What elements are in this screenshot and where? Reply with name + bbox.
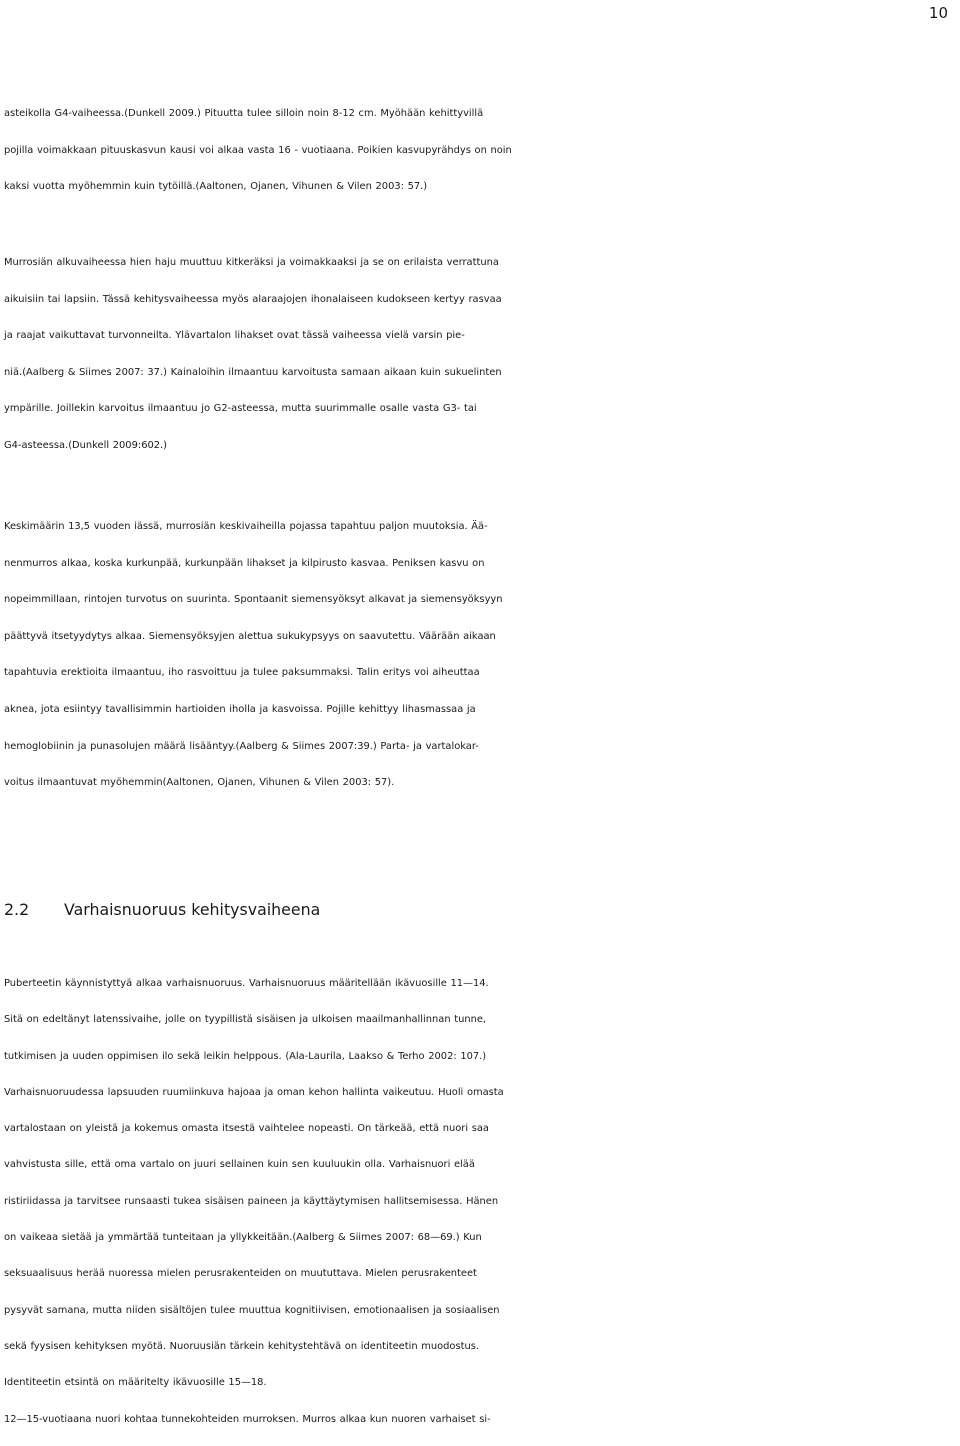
section-heading: [4, 892, 320, 928]
text-line: niä.(Aalberg & Siimes 2007: 37.) Kainaloihin ilmaantuu karvoitusta samaan aikaan kuin sukuelinten: [4, 366, 502, 378]
text-line: Varhaisnuoruudessa lapsuuden ruumiinkuva hajoaa ja oman kehon hallinta vaikeutuu. Huoli omasta: [4, 1086, 504, 1098]
paragraph-growth: [4, 96, 956, 206]
text-line: hemoglobiinin ja punasolujen määrä lisääntyy.(Aalberg & Siimes 2007:39.) Parta- ja vartalokar-: [4, 740, 479, 752]
text-line: voitus ilmaantuvat myöhemmin(Aaltonen, Ojanen, Vihunen & Vilen 2003: 57).: [4, 777, 395, 789]
text-line: ja raajat vaikuttavat turvonneilta. Ylävartalon lihakset ovat tässä vaiheessa vielä varsin pie-: [4, 330, 465, 342]
text-line: Puberteetin käynnistyttyä alkaa varhaisnuoruus. Varhaisnuoruus määritellään ikävuosille 11—14.: [4, 978, 489, 989]
text-line: sekä fyysisen kehityksen myötä. Nuoruusiän tärkein kehitystehtävä on identiteetin muodostus.: [4, 1340, 480, 1352]
text-line: tutkimisen ja uuden oppimisen ilo sekä leikin helppous. (Ala-Laurila, Laakso & Terho 2002: 107.): [4, 1050, 487, 1062]
text-line: vahvistusta sille, että oma vartalo on juuri sellainen kuin sen kuuluukin olla. Varhaisnuori elää: [4, 1159, 475, 1171]
text-line: nenmurros alkaa, koska kurkunpää, kurkunpään lihakset ja kilpirusto kasvaa. Peniksen kasvu on: [4, 557, 485, 569]
section-number: 2.2: [4, 900, 30, 919]
text-line: asteikolla G4-vaiheessa.(Dunkell 2009.) Pituutta tulee silloin noin 8-12 cm. Myöhään kehittyvillä: [4, 108, 484, 119]
text-line: pysyvät samana, mutta niiden sisältöjen tulee muuttua kognitiivisen, emotionaalisen ja sosiaalisen: [4, 1304, 500, 1316]
text-line: Murrosiän alkuvaiheessa hien haju muuttuu kitkeräksi ja voimakkaaksi ja se on erilaista verrattuna: [4, 257, 499, 268]
page-number: 10: [928, 4, 948, 22]
text-line: G4-asteessa.(Dunkell 2009:602.): [4, 439, 168, 451]
text-line: ristiriidassa ja tarvitsee runsaasti tukea sisäisen paineen ja käyttäytymisen hallitsemisessa. Hänen: [4, 1195, 499, 1207]
text-line: Identiteetin etsintä on määritelty ikävuosille 15—18.: [4, 1377, 267, 1389]
text-line: pojilla voimakkaan pituuskasvun kausi voi alkaa vasta 16 - vuotiaana. Poikien kasvupyrähdys on noin: [4, 144, 512, 156]
text-line: aknea, jota esiintyy tavallisimmin hartioiden iholla ja kasvoissa. Pojille kehittyy lihasmassaa ja: [4, 703, 476, 715]
text-line: vartalostaan on yleistä ja kokemus omasta itsestä vaihtelee nopeasti. On tärkeää, että nuori saa: [4, 1123, 489, 1135]
text-line: 12—15-vuotiaana nuori kohtaa tunnekohteiden murroksen. Murros alkaa kun nuoren varhaiset si-: [4, 1413, 491, 1425]
paragraph-early-adolescence: [4, 966, 956, 1438]
paragraph-mid-puberty: [4, 509, 956, 802]
text-line: seksuaalisuus herää nuoressa mielen perusrakenteiden on muututtava. Mielen perusrakenteet: [4, 1268, 477, 1280]
text-line: on vaikeaa sietää ja ymmärtää tunteitaan ja yllykkeitään.(Aalberg & Siimes 2007: 68—69.) Kun: [4, 1232, 482, 1244]
text-line: nopeimmillaan, rintojen turvotus on suurinta. Spontaanit siemensyöksyt alkavat ja siemensyöksyyn: [4, 594, 503, 606]
text-line: kaksi vuotta myöhemmin kuin tytöillä.(Aaltonen, Ojanen, Vihunen & Vilen 2003: 57.): [4, 181, 428, 193]
text-line: Keskimäärin 13,5 vuoden iässä, murrosiän keskivaiheilla pojassa tapahtuu paljon muutoksia. Ää-: [4, 521, 488, 532]
text-line: päättyvä itsetyydytys alkaa. Siemensyöksyjen alettua sukukypsyys on saavutettu. Väärään aikaan: [4, 630, 496, 642]
text-line: ympärille. Joillekin karvoitus ilmaantuu jo G2-asteessa, mutta suurimmalle osalle vasta G3- tai: [4, 403, 477, 415]
text-line: tapahtuvia erektioita ilmaantuu, iho rasvoittuu ja tulee paksummaksi. Talin eritys voi aiheuttaa: [4, 667, 480, 679]
paragraph-early-puberty: [4, 245, 956, 465]
section-title: Varhaisnuoruus kehitysvaiheena: [64, 900, 321, 919]
text-line: aikuisiin tai lapsiin. Tässä kehitysvaiheessa myös alaraajojen ihonalaiseen kudokseen kertyy rasvaa: [4, 293, 502, 305]
text-line: Sitä on edeltänyt latenssivaihe, jolle on tyypillistä sisäisen ja ulkoisen maailmanhallinnan tunne,: [4, 1014, 487, 1026]
